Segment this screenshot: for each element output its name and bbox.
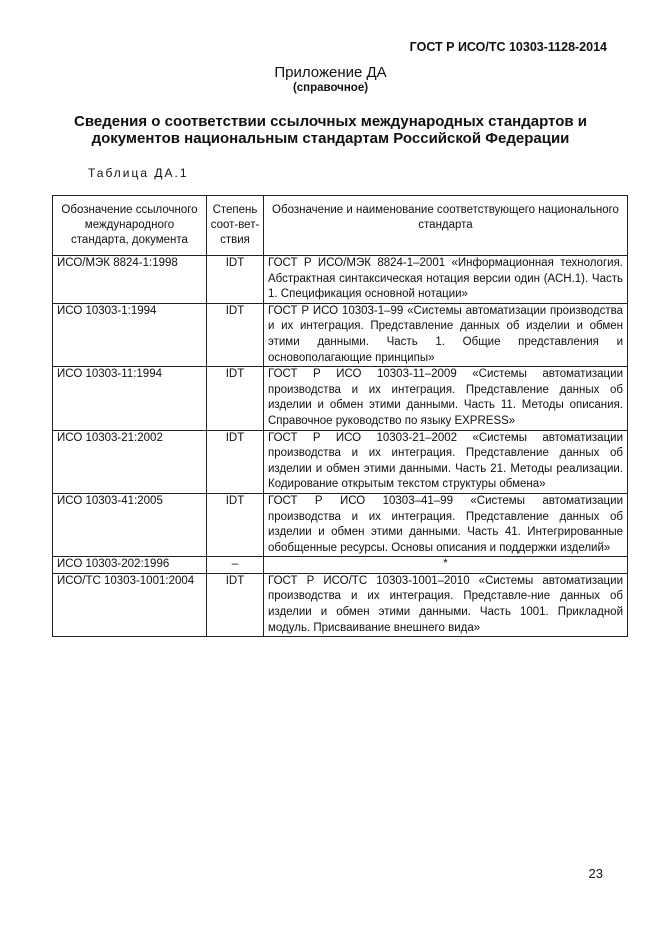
national-standard-cell: ГОСТ Р ИСО/МЭК 8824-1–2001 «Информационная технология. Абстрактная синтаксическая нотация версии один (АСН.1). Часть 1. Спецификация основной нотации» [264,256,628,304]
degree-cell: – [207,557,264,574]
header-reference-standard: Обозначение ссылочного международного стандарта, документа [53,196,207,256]
heading-line-2: документов национальным стандартам Российской Федерации [91,130,570,147]
national-standard-cell: * [264,557,628,574]
table-header-row [53,196,628,256]
reference-cell: ИСО 10303-21:2002 [53,430,207,493]
reference-cell: ИСО 10303-202:1996 [53,557,207,574]
degree-cell: IDT [207,367,264,430]
table-row [53,430,628,493]
table-row [53,493,628,556]
reference-cell: ИСО 10303-11:1994 [53,367,207,430]
table-row [53,367,628,430]
reference-cell: ИСО/МЭК 8824-1:1998 [53,256,207,304]
degree-cell: IDT [207,493,264,556]
heading-line-1: Сведения о соответствии ссылочных международных стандартов и [74,113,587,130]
correspondence-table [52,195,628,637]
document-code: ГОСТ Р ИСО/ТС 10303-1128-2014 [409,40,607,54]
table-caption: Таблица ДА.1 [88,166,189,180]
table-row [53,573,628,636]
annex-title: Приложение ДА [274,64,387,81]
table-row [53,303,628,366]
table-row [53,557,628,574]
national-standard-cell: ГОСТ Р ИСО 10303–41–99 «Системы автоматизации производства и их интеграция. Представление данных об изделии и обмен этими данными. Часть 41. Интегрированные обобщенные ресурсы. Основы описания и поддержки изделий» [264,493,628,556]
header-degree: Степень соот-вет-ствия [207,196,264,256]
degree-cell: IDT [207,256,264,304]
degree-cell: IDT [207,573,264,636]
page-number: 23 [588,866,603,881]
annex-subtitle: (справочное) [292,82,369,94]
reference-cell: ИСО/ТС 10303-1001:2004 [53,573,207,636]
header-national-standard: Обозначение и наименование соответствующего национального стандарта [264,196,628,256]
degree-cell: IDT [207,430,264,493]
reference-cell: ИСО 10303-41:2005 [53,493,207,556]
national-standard-cell: ГОСТ Р ИСО 10303-21–2002 «Системы автоматизации производства и их интеграция. Представление данных об изделии и обмен этими данными. Часть 21. Методы реализации. Кодирование открытым текстом структуры обмена» [264,430,628,493]
national-standard-cell: ГОСТ Р ИСО 10303-1–99 «Системы автоматизации производства и их интеграция. Представление данных об изделии и обмен этими данными. Часть 1. Общие представления и основополагающие принципы» [264,303,628,366]
degree-cell: IDT [207,303,264,366]
table-row [53,256,628,304]
national-standard-cell: ГОСТ Р ИСО 10303-11–2009 «Системы автоматизации производства и их интеграция. Представление данных об изделии и обмен этими данными. Часть 11. Методы описания. Справочное руководство по языку EXPRESS» [264,367,628,430]
reference-cell: ИСО 10303-1:1994 [53,303,207,366]
annex-heading [40,113,621,147]
national-standard-cell: ГОСТ Р ИСО/ТС 10303-1001–2010 «Системы автоматизации производства и их интеграция. Представле-ние данных об изделии и обмен этими данными. Часть 1001. Прикладной модуль. Присваивание внешнего вида» [264,573,628,636]
